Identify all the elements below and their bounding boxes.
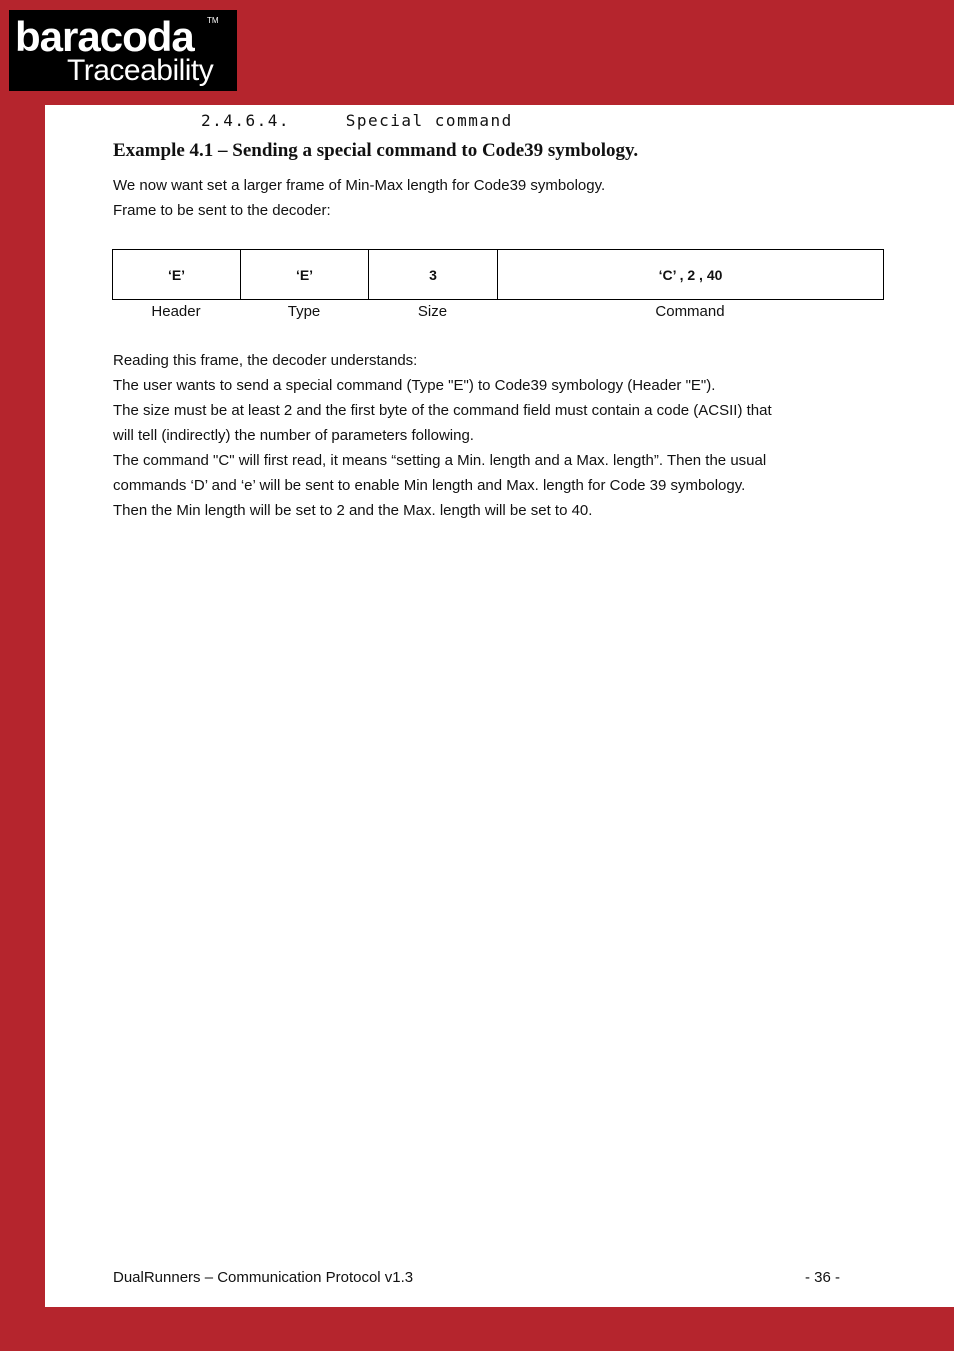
- explanation-text: [113, 348, 873, 523]
- frame-row: [113, 250, 884, 300]
- frame-label-row: [112, 301, 883, 321]
- intro-line: We now want set a larger frame of Min-Max length for Code39 symbology.: [113, 177, 606, 194]
- explanation-line: Then the Min length will be set to 2 and the Max. length will be set to 40.: [113, 502, 593, 519]
- frame-cell-size: 3: [369, 250, 498, 300]
- logo-trademark: TM: [207, 16, 219, 25]
- logo-subtitle: Traceability: [67, 54, 214, 87]
- explanation-line: will tell (indirectly) the number of parameters following.: [113, 427, 474, 444]
- footer-doc-title: DualRunners – Communication Protocol v1.3: [113, 1269, 414, 1286]
- frame-cell-command: ‘C’ , 2 , 40: [498, 250, 884, 300]
- frame-table: [112, 249, 884, 300]
- label-header: Header: [151, 302, 201, 320]
- intro-line: Frame to be sent to the decoder:: [113, 202, 331, 219]
- frame-cell-header: ‘E’: [113, 250, 241, 300]
- section-number: 2.4.6.4.: [201, 111, 291, 130]
- explanation-line: The user wants to send a special command (Type "E") to Code39 symbology (Header "E").: [113, 377, 716, 394]
- frame-cell-type: ‘E’: [241, 250, 369, 300]
- label-type: Type: [287, 302, 321, 320]
- intro-text: [113, 173, 873, 223]
- explanation-line: The command "C" will first read, it means “setting a Min. length and a Max. length”. Then the usual: [113, 452, 767, 469]
- label-size: Size: [417, 302, 448, 320]
- logo-brand-text: baracoda: [15, 13, 194, 60]
- frame-labels: [112, 301, 883, 321]
- footer-page-number: - 36 -: [805, 1269, 841, 1286]
- explanation-line: The size must be at least 2 and the first byte of the command field must contain a code (ACSII) that: [113, 402, 772, 419]
- example-title: Example 4.1 – Sending a special command to Code39 symbology.: [113, 140, 639, 161]
- section-title: Special command: [345, 111, 513, 130]
- explanation-line: Reading this frame, the decoder understands:: [113, 352, 418, 369]
- explanation-line: commands ‘D’ and ‘e’ will be sent to enable Min length and Max. length for Code 39 symbology.: [113, 477, 746, 494]
- section-heading: [201, 111, 513, 130]
- label-command: Command: [655, 302, 725, 320]
- baracoda-logo: [9, 10, 237, 91]
- document-page: [45, 105, 954, 1307]
